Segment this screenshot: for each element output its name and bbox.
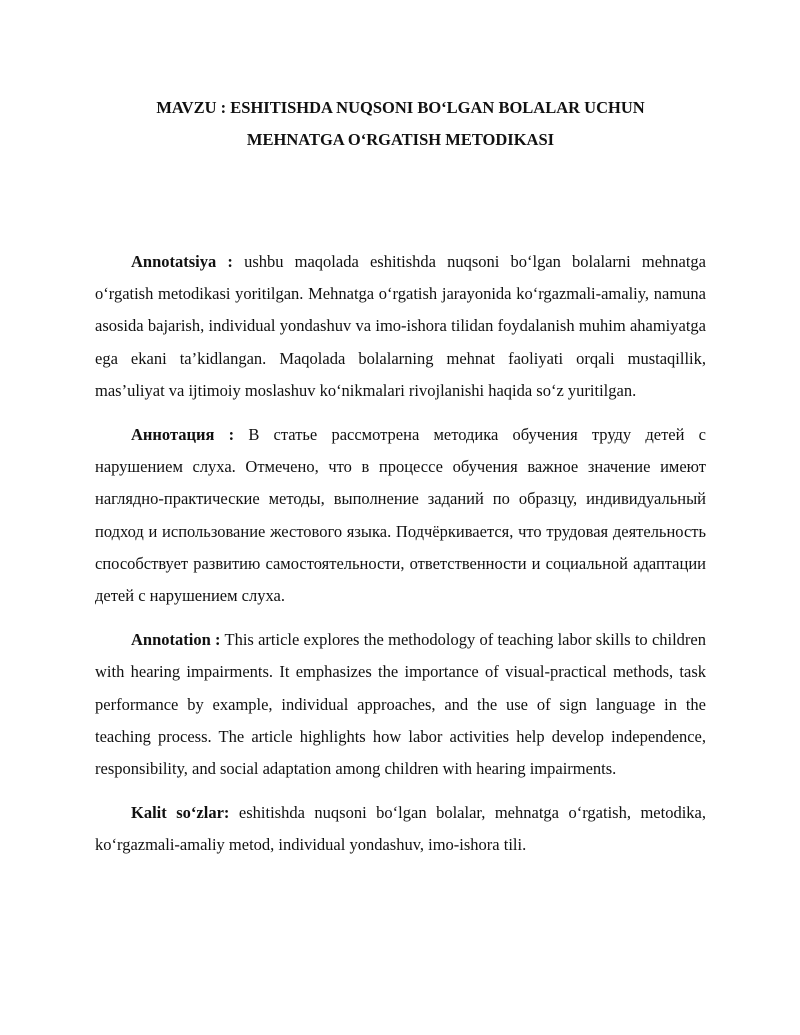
keywords-label: Kalit so‘zlar: [131,803,230,823]
annotation-english [95,624,706,785]
document-page [95,92,706,862]
annotation-english-label: Annotation : [131,630,221,650]
annotation-english-text: This article explores the methodology of teaching labor skills to children with hearing impairments. It emphasizes the importance of visual-practical methods, task performance by example, individual approaches, and the use of sign language in the teaching process. The article highlights how labor activities help develop independence, responsibility, and social adaptation among children with hearing impairments. [95,630,706,779]
annotation-russian-label: Аннотация : [131,425,235,445]
keywords [95,797,706,861]
annotation-uzbek-label: Annotatsiya : [131,252,233,271]
annotation-russian-text: В статье рассмотрена методика обучения труду детей с нарушением слуха. Отмечено, что в процессе обучения важное значение имеют наглядно-практические методы, выполнение заданий по образцу, индивидуальный подход и использование жестового языка. Подчёркивается, что трудовая деятельность способствует развитию самостоятельности, ответственности и социальной адаптации детей с нарушением слуха. [95,425,706,606]
annotation-uzbek-text: ushbu maqolada eshitishda nuqsoni bo‘lgan bolalarni mehnatga o‘rgatish metodikasi yoritilgan. Mehnatga o‘rgatish jarayonida ko‘rgazmali-amaliy, namuna asosida bajarish, individual yondashuv va imo-ishora tilidan foydalanish muhim ahamiyatga ega ekani ta’kidlangan. Maqolada bolalarning mehnat faoliyati orqali mustaqillik, mas’uliyat va ijtimoiy moslashuv ko‘nikmalari rivojlanishi haqida so‘z yuritilgan. [95,252,706,400]
keywords-text: eshitishda nuqsoni bo‘lgan bolalar, mehnatga o‘rgatish, metodika, ko‘rgazmali-amaliy metod, individual yondashuv, imo-ishora tili. [95,803,707,855]
annotation-russian [95,419,706,612]
article-title [95,92,706,156]
title-line-1: MAVZU : ESHITISHDA NUQSONI BO‘LGAN BOLALAR UCHUN [156,98,645,117]
title-line-2: MEHNATGA O‘RGATISH METODIKASI [246,130,555,149]
annotation-uzbek [95,246,706,407]
